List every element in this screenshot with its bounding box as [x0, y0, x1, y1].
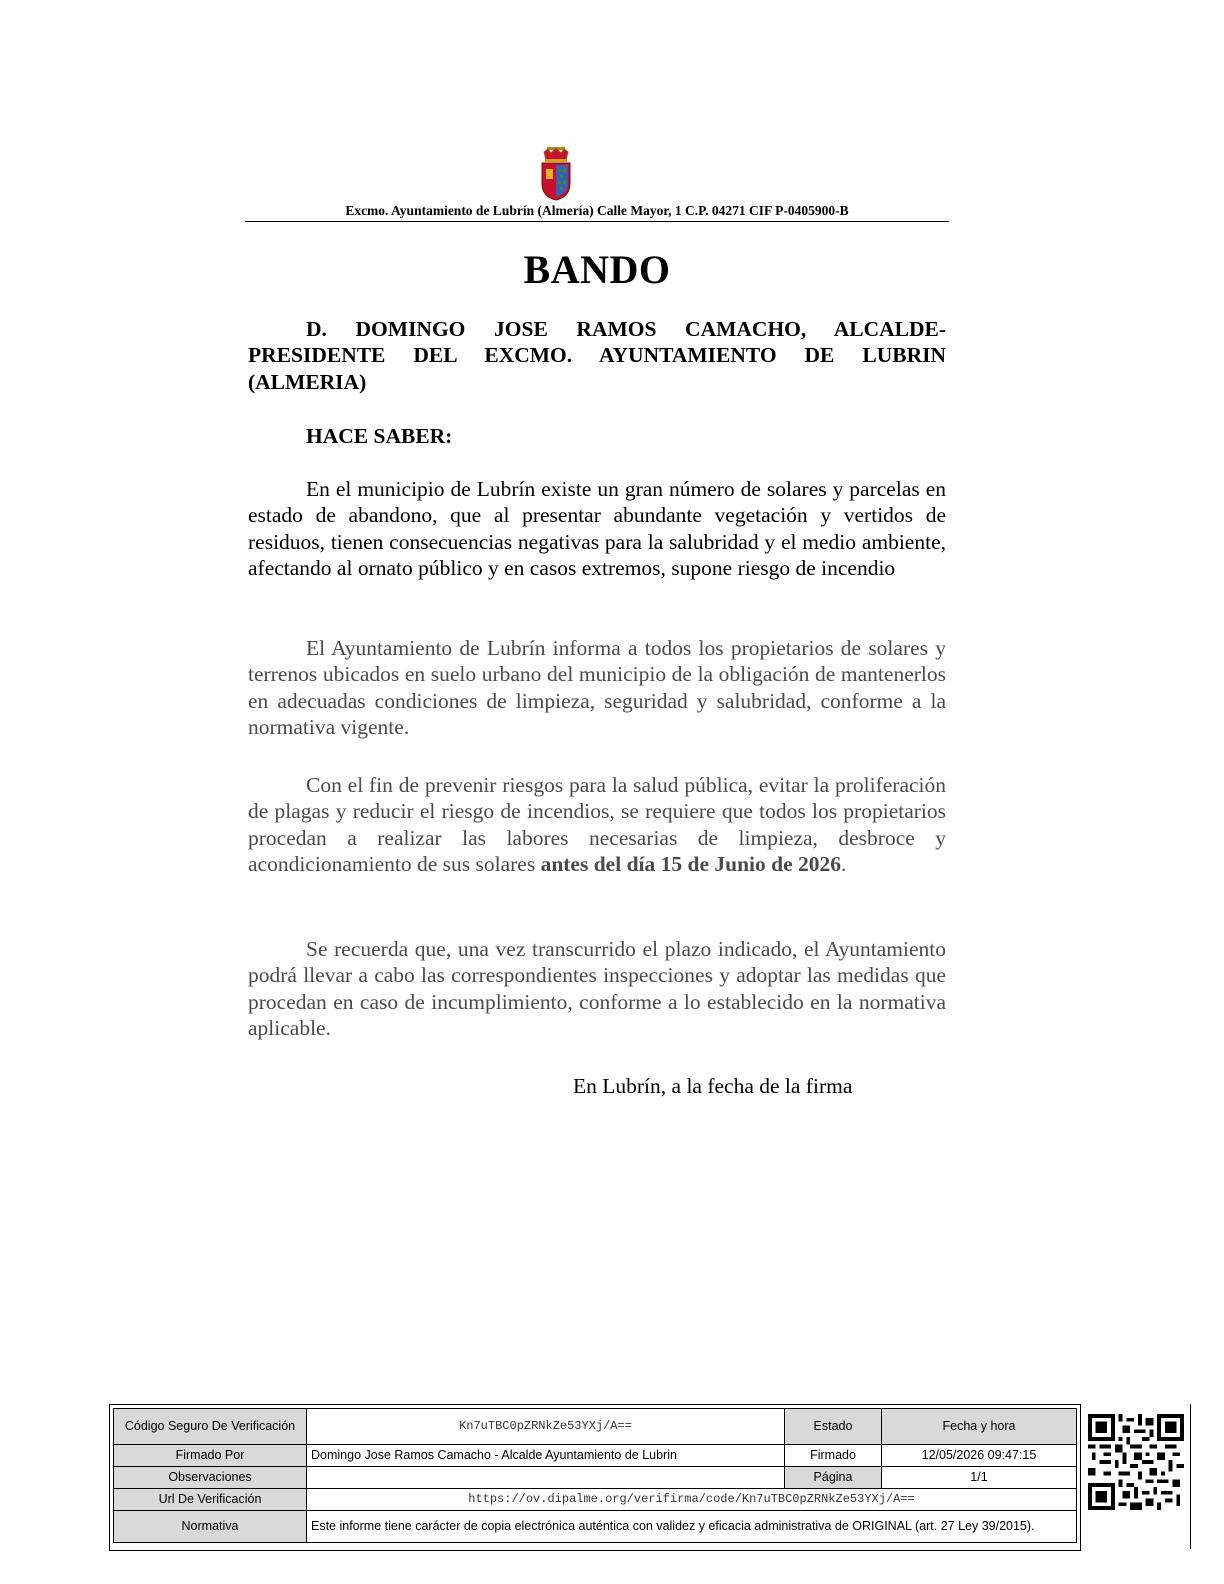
url-label: Url De Verificación	[114, 1489, 307, 1511]
paragraph-3	[248, 772, 946, 878]
paragraph-3-text: Con el fin de prevenir riesgos para la salud pública, evitar la proliferación de plagas y reducir el riesgo de incendios, se requiere que todos los propietarios procedan a realizar las labores necesarias de limpieza, desbroce y acondicionamiento de sus solares	[248, 773, 946, 877]
closing-line: En Lubrín, a la fecha de la firma	[573, 1074, 853, 1098]
hace-saber-heading: HACE SABER:	[306, 424, 453, 448]
document-title: BANDO	[523, 247, 671, 292]
verification-table	[113, 1408, 1077, 1543]
letterhead-address: Excmo. Ayuntamiento de Lubrín (Almería) Calle Mayor, 1 C.P. 04271 CIF P-0405900-B	[345, 203, 849, 218]
normativa-value: Este informe tiene carácter de copia electrónica auténtica con validez y eficacia administrativa de ORIGINAL (art. 27 Ley 39/2015).	[307, 1511, 1077, 1543]
estado-value: Firmado	[785, 1445, 882, 1467]
mayor-heading: D. DOMINGO JOSE RAMOS CAMACHO, ALCALDE-PRESIDENTE DEL EXCMO. AYUNTAMIENTO DE LUBRIN (ALMERIA)	[248, 317, 946, 394]
paragraph-4: Se recuerda que, una vez transcurrido el plazo indicado, el Ayuntamiento podrá llevar a cabo las correspondientes inspecciones y adoptar las medidas que procedan en caso de incumplimiento, conforme a lo establecido en la normativa aplicable.	[248, 937, 946, 1041]
firmado-por-value: Domingo Jose Ramos Camacho - Alcalde Ayuntamiento de Lubrin	[307, 1445, 785, 1467]
csv-label: Código Seguro De Verificación	[114, 1409, 307, 1445]
pagina-value: 1/1	[882, 1467, 1077, 1489]
letterhead-divider	[245, 221, 949, 222]
observaciones-value	[307, 1467, 785, 1489]
firmado-por-label: Firmado Por	[114, 1445, 307, 1467]
fecha-value: 12/05/2026 09:47:15	[882, 1445, 1077, 1467]
observaciones-label: Observaciones	[114, 1467, 307, 1489]
fecha-label: Fecha y hora	[882, 1409, 1077, 1445]
coat-of-arms-icon	[538, 145, 574, 201]
paragraph-3-end: .	[841, 852, 847, 877]
pagina-label: Página	[785, 1467, 882, 1489]
paragraph-2: El Ayuntamiento de Lubrín informa a todos los propietarios de solares y terrenos ubicados en suelo urbano del municipio de la obligación de mantenerlos en adecuadas condiciones de limpieza, seguridad y salubridad, conforme a la normativa vigente.	[248, 636, 946, 740]
csv-value: Kn7uTBC0pZRNkZe53YXj/A==	[307, 1409, 785, 1445]
estado-label: Estado	[785, 1409, 882, 1445]
url-value[interactable]: https://ov.dipalme.org/verifirma/code/Kn7uTBC0pZRNkZe53YXj/A==	[307, 1489, 1077, 1511]
deadline-text: antes del día 15 de Junio de 2026	[540, 852, 842, 877]
qr-code-icon	[1088, 1414, 1184, 1510]
footer-right-rule	[1190, 1404, 1191, 1549]
normativa-label: Normativa	[114, 1511, 307, 1543]
paragraph-1: En el municipio de Lubrín existe un gran número de solares y parcelas en estado de abandono, que al presentar abundante vegetación y vertidos de residuos, tienen consecuencias negativas para la salubridad y el medio ambiente, afectando al ornato público y en casos extremos, supone riesgo de incendio	[248, 477, 946, 581]
